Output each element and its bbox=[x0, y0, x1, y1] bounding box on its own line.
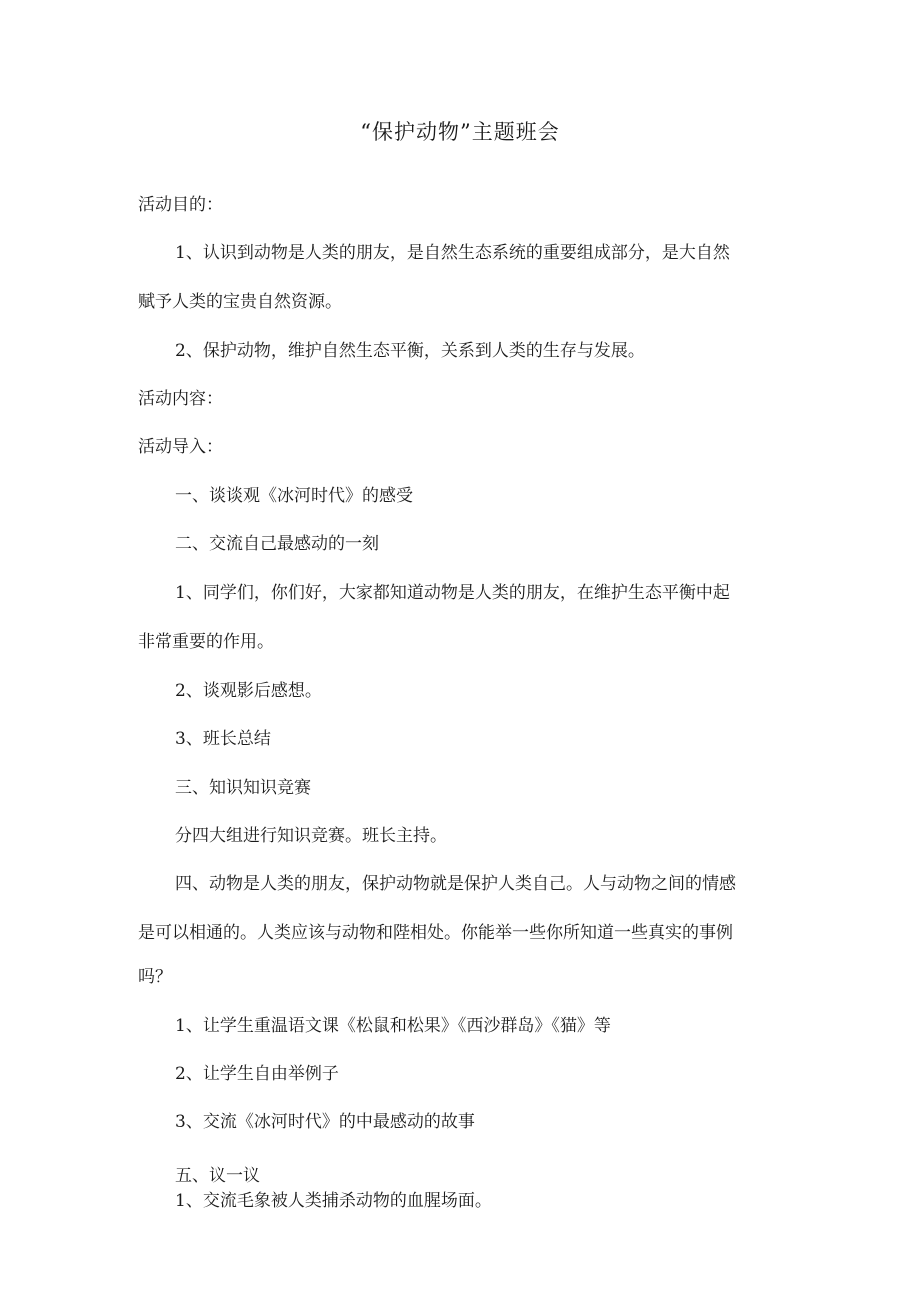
section-heading-purpose: 活动目的： bbox=[138, 195, 223, 215]
paragraph-line: 1、同学们，你们好，大家都知道动物是人类的朋友，在维护生态平衡中起 bbox=[175, 583, 730, 603]
paragraph-line: 是可以相通的。人类应该与动物和陛相处。你能举一些你所知道一些真实的事例 bbox=[138, 923, 733, 943]
section-heading-intro: 活动导入： bbox=[138, 437, 223, 457]
paragraph-line: 非常重要的作用。 bbox=[138, 632, 274, 652]
paragraph-line: 赋予人类的宝贵自然资源。 bbox=[138, 292, 342, 312]
paragraph-line: 2、保护动物，维护自然生态平衡，关系到人类的生存与发展。 bbox=[175, 341, 645, 361]
paragraph-line: 五、议一议 bbox=[175, 1166, 260, 1186]
document-title: “保护动物”主题班会 bbox=[360, 120, 560, 144]
paragraph-line: 一、谈谈观《冰河时代》的感受 bbox=[175, 486, 413, 506]
section-heading-content: 活动内容： bbox=[138, 389, 223, 409]
paragraph-line: 二、交流自己最感动的一刻 bbox=[175, 534, 379, 554]
paragraph-line: 2、让学生自由举例子 bbox=[175, 1064, 339, 1084]
paragraph-line: 3、班长总结 bbox=[175, 729, 271, 749]
paragraph-line: 1、交流毛象被人类捕杀动物的血腥场面。 bbox=[175, 1191, 492, 1211]
paragraph-line: 3、交流《冰河时代》的中最感动的故事 bbox=[175, 1112, 475, 1132]
paragraph-line: 吗？ bbox=[138, 967, 172, 987]
paragraph-line: 1、认识到动物是人类的朋友，是自然生态系统的重要组成部分，是大自然 bbox=[175, 243, 730, 263]
paragraph-line: 2、谈观影后感想。 bbox=[175, 681, 322, 701]
paragraph-line: 分四大组进行知识竞赛。班长主持。 bbox=[175, 826, 447, 846]
paragraph-line: 1、让学生重温语文课《松鼠和松果》《西沙群岛》《猫》等 bbox=[175, 1016, 611, 1036]
paragraph-line: 三、知识知识竞赛 bbox=[175, 778, 311, 798]
paragraph-line: 四、动物是人类的朋友，保护动物就是保护人类自己。人与动物之间的情感 bbox=[175, 874, 736, 894]
